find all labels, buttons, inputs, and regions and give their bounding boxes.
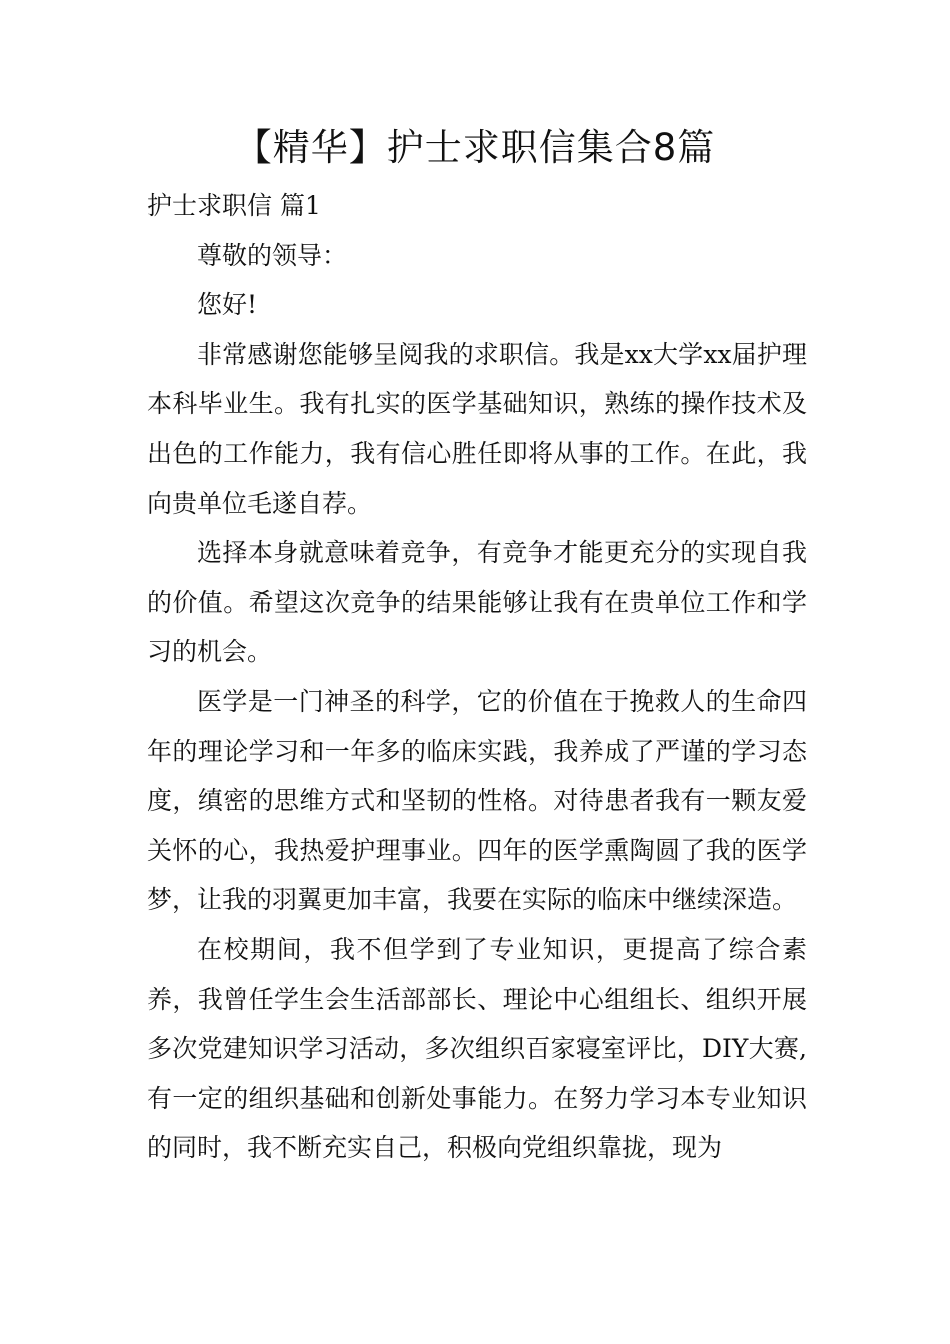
body-paragraph: 在校期间，我不但学到了专业知识，更提高了综合素养，我曾任学生会生活部部长、理论中心组组长、组织开展多次党建知识学习活动，多次组织百家寝室评比，DIY大赛,有一定的组织基础和创新处事能力。在努力学习本专业知识的同时，我不断充实自己，积极向党组织靠拢，现为	[147, 934, 807, 1163]
document-title: 【精华】护士求职信集合8篇	[234, 126, 716, 169]
body-paragraph: 医学是一门神圣的科学，它的价值在于挽救人的生命四年的理论学习和一年多的临床实践，我养成了严谨的学习态度，缜密的思维方式和坚韧的性格。对待患者我有一颗友爱关怀的心，我热爱护理事业。四年的医学熏陶圆了我的医学梦，让我的羽翼更加丰富，我要在实际的临床中继续深造。	[147, 686, 807, 915]
salutation: 尊敬的领导：	[197, 240, 348, 270]
document-body	[147, 181, 807, 1173]
section-heading: 护士求职信 篇1	[147, 191, 321, 220]
greeting: 您好!	[197, 290, 258, 320]
body-paragraph: 选择本身就意味着竞争，有竞争才能更充分的实现自我的价值。希望这次竞争的结果能够让我有在贵单位工作和学习的机会。	[147, 538, 807, 667]
body-paragraph: 非常感谢您能够呈阅我的求职信。我是xx大学xx届护理本科毕业生。我有扎实的医学基础知识，熟练的操作技术及出色的工作能力，我有信心胜任即将从事的工作。在此，我向贵单位毛遂自荐。	[147, 339, 807, 518]
